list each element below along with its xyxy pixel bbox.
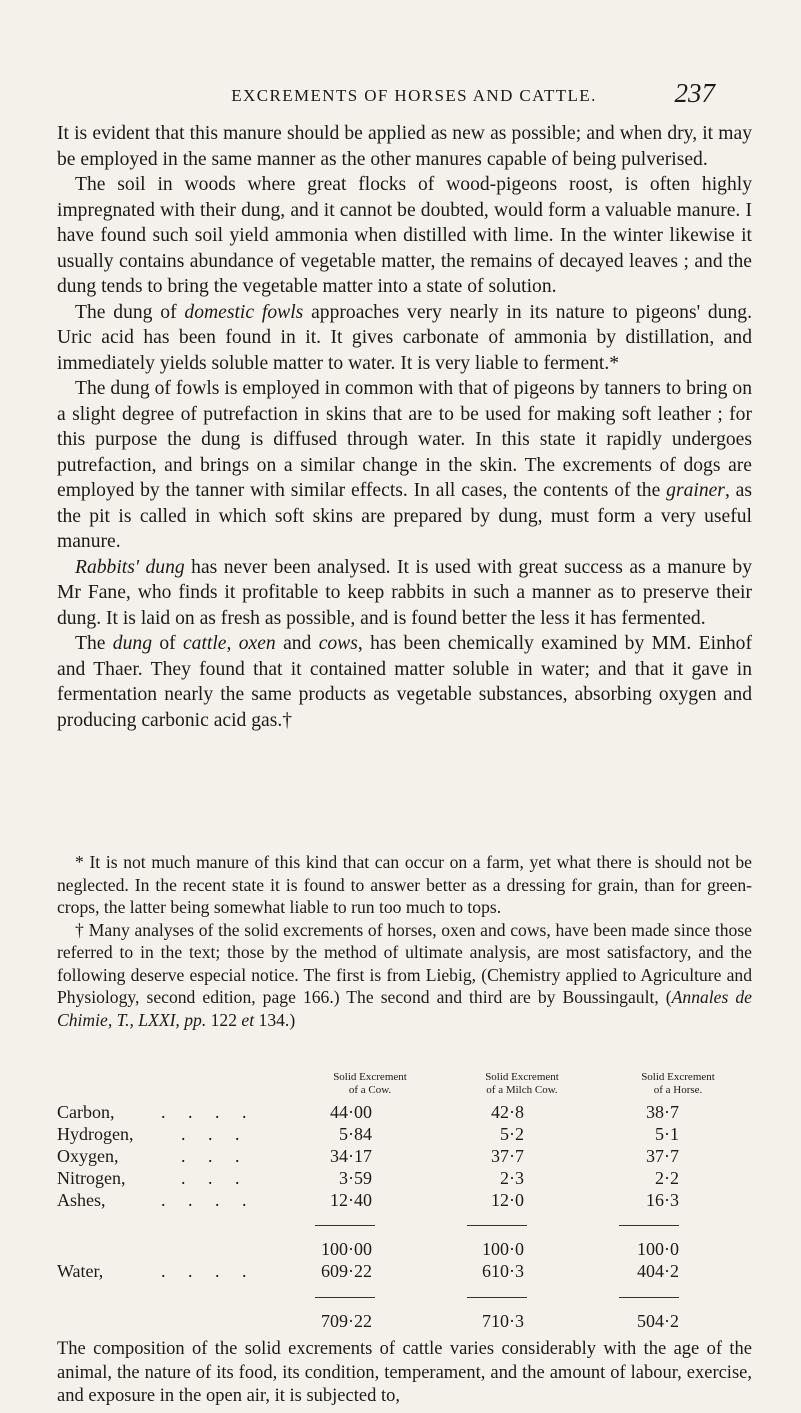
row-label: Water,	[57, 1261, 104, 1281]
column-header-line: Solid Excrement	[485, 1071, 559, 1083]
running-head: EXCREMENTS OF HORSES AND CATTLE.	[231, 86, 597, 105]
cell-value: 5·2	[500, 1124, 524, 1144]
dot-leaders: . . .	[181, 1146, 249, 1166]
cell-value: 2·3	[500, 1168, 524, 1188]
cell-value: 100·00	[321, 1239, 372, 1259]
cell-value: 37·7	[491, 1146, 524, 1166]
footnote-text: 134.)	[254, 1009, 296, 1030]
paragraph-text: The soil in woods where great flocks of wood-pigeons roost, is often highly impregnated with their dung, and it cannot be doubted, would form a valuable manure. I have found such soil yield ammonia when distilled with lime. In the winter likewise it usually contains abundance of vegetable matter, the remains of decayed leaves ; and the dung tends to bring the vegetable matter into a state of solution.	[57, 174, 752, 297]
dot-leaders: . . . .	[161, 1102, 256, 1122]
paragraph	[57, 121, 752, 172]
cell-value: 100·0	[637, 1239, 679, 1259]
italic-term: oxen	[238, 633, 276, 654]
cell-value: 504·2	[637, 1311, 679, 1331]
italic-citation: Annales de Chimie, T., LXXI, pp.	[57, 987, 752, 1030]
italic-term: grainer	[666, 480, 725, 501]
dot-leaders: . . .	[181, 1168, 249, 1188]
cell-value: 44·00	[330, 1102, 372, 1122]
column-header	[593, 1071, 763, 1097]
cell-value: 100·0	[482, 1239, 524, 1259]
paragraph-text: The dung of fowls is employed in common with that of pigeons by tanners to bring on a slight degree of putrefaction in skins that are to be used for making soft leather ; for this purpose the dung is diffused through water. In this state it rapidly undergoes putrefaction, and brings on a similar change in the skin. The excrements of dogs are employed by the tanner with similar effects. In all cases, the contents of the	[57, 378, 752, 501]
cell-value: 34·17	[330, 1146, 372, 1166]
dot-leaders: . . . .	[161, 1261, 256, 1281]
row-label: Carbon,	[57, 1102, 115, 1122]
sum-rule	[467, 1225, 527, 1226]
sum-rule	[315, 1297, 375, 1298]
cell-value: 404·2	[637, 1261, 679, 1281]
column-header-line: Solid Excrement	[641, 1071, 715, 1083]
column-header	[437, 1071, 607, 1097]
row-label: Nitrogen,	[57, 1168, 126, 1188]
footnote-text: 122	[206, 1009, 242, 1030]
paragraph-text: It is evident that this manure should be applied as new as possible; and when dry, it may be employed in the same manner as the other manures capable of being pulverised.	[57, 123, 752, 170]
paragraph-text: approaches very nearly in its nature to pigeons' dung. Uric acid has been found in it. It gives carbonate of ammonia by distillation, and immediately yields soluble matter to water. It is very liable to ferment.*	[57, 301, 752, 374]
cell-value: 610·3	[482, 1261, 524, 1281]
water-row	[57, 1261, 752, 1283]
cell-value: 37·7	[646, 1146, 679, 1166]
italic-term: dung	[112, 633, 152, 654]
paragraph-text: of	[151, 633, 183, 654]
column-header-line: of a Milch Cow.	[486, 1084, 558, 1096]
italic-citation: et	[241, 1009, 255, 1030]
paragraph-text: , has been chemically examined by MM. Einhof and Thaer. They found that it contained matter soluble in water; and that it gave in fermentation nearly the same products as vegetable substances, absorbing oxygen and producing carbonic acid gas.†	[57, 633, 752, 731]
row-label: Hydrogen,	[57, 1124, 134, 1144]
cell-value: 2·2	[655, 1168, 679, 1188]
footnote-text: * It is not much manure of this kind that can occur on a farm, yet what there is should not be neglected. In the recent state it is found to answer better as a dressing for grain, than for green-crops, the latter being somewhat liable to run too much to tops.	[57, 852, 752, 917]
italic-term: Rabbits' dung	[75, 556, 185, 578]
sum-rule	[315, 1225, 375, 1226]
cell-value: 710·3	[482, 1311, 524, 1331]
paragraph	[57, 376, 752, 555]
cell-value: 12·0	[491, 1190, 524, 1210]
footnote-text: † Many analyses of the solid excrements of horses, oxen and cows, have been made since those referred to in the text; those by the method of ultimate analysis, are most satisfactory, and the following deserve especial notice. The first is from Liebig, (Chemistry applied to Agriculture and Physiology, second edition, page 166.) The second and third are by Boussingault, (	[57, 919, 752, 1007]
table-row	[57, 1146, 752, 1168]
paragraph-text: The	[75, 633, 113, 654]
table-row	[57, 1124, 752, 1146]
body-text	[57, 121, 752, 733]
paragraph	[57, 631, 752, 733]
italic-term: domestic fowls	[184, 301, 304, 323]
cell-value: 38·7	[646, 1102, 679, 1122]
column-header	[285, 1071, 455, 1097]
italic-term: cattle	[182, 633, 227, 654]
sum-rule	[619, 1225, 679, 1226]
cell-value: 5·84	[339, 1124, 372, 1144]
paragraph-text: and	[275, 633, 319, 654]
paragraph	[57, 172, 752, 300]
table-row	[57, 1168, 752, 1190]
cell-value: 42·8	[491, 1102, 524, 1122]
italic-term: cows	[318, 633, 358, 654]
paragraph-text: The dung of	[75, 301, 185, 323]
column-header-line: of a Horse.	[653, 1084, 703, 1096]
paragraph	[57, 555, 752, 632]
cell-value: 3·59	[339, 1168, 372, 1188]
row-label: Oxygen,	[57, 1146, 119, 1166]
paragraph-text: , as the pit is called in which soft skins are prepared by dung, must form a very useful manure.	[57, 480, 752, 552]
sum-rule	[619, 1297, 679, 1298]
column-header-line: Solid Excrement	[333, 1071, 407, 1083]
paragraph	[57, 300, 752, 377]
paragraph-text: ,	[226, 633, 239, 654]
sum-rule	[467, 1297, 527, 1298]
page-number: 237	[674, 78, 715, 108]
dot-leaders: . . .	[181, 1124, 249, 1144]
paragraph-text: has never been analysed. It is used with great success as a manure by Mr Fane, who finds it profitable to keep rabbits in such a manner as to preserve their dung. It is laid on as fresh as possible, and is found better the less it has fermented.	[57, 556, 753, 629]
closing-paragraph	[57, 1338, 752, 1409]
dot-leaders: . . . .	[161, 1190, 256, 1210]
footnotes	[57, 851, 752, 1031]
total-row	[57, 1311, 752, 1333]
cell-value: 709·22	[321, 1311, 372, 1331]
subtotal-row	[57, 1239, 752, 1261]
cell-value: 16·3	[646, 1190, 679, 1210]
footnote	[57, 919, 752, 1032]
cell-value: 609·22	[321, 1261, 372, 1281]
cell-value: 5·1	[655, 1124, 679, 1144]
table-row	[57, 1190, 752, 1212]
footnote	[57, 851, 752, 919]
paragraph-text: The composition of the solid excrements of cattle varies considerably with the age of the animal, the nature of its food, its condition, temperament, and the amount of labour, exercise, and exposure in the open air, it is subjected to,	[57, 1339, 752, 1406]
row-label: Ashes,	[57, 1190, 106, 1210]
column-header-line: of a Cow.	[348, 1084, 392, 1096]
table-row	[57, 1102, 752, 1124]
cell-value: 12·40	[330, 1190, 372, 1210]
